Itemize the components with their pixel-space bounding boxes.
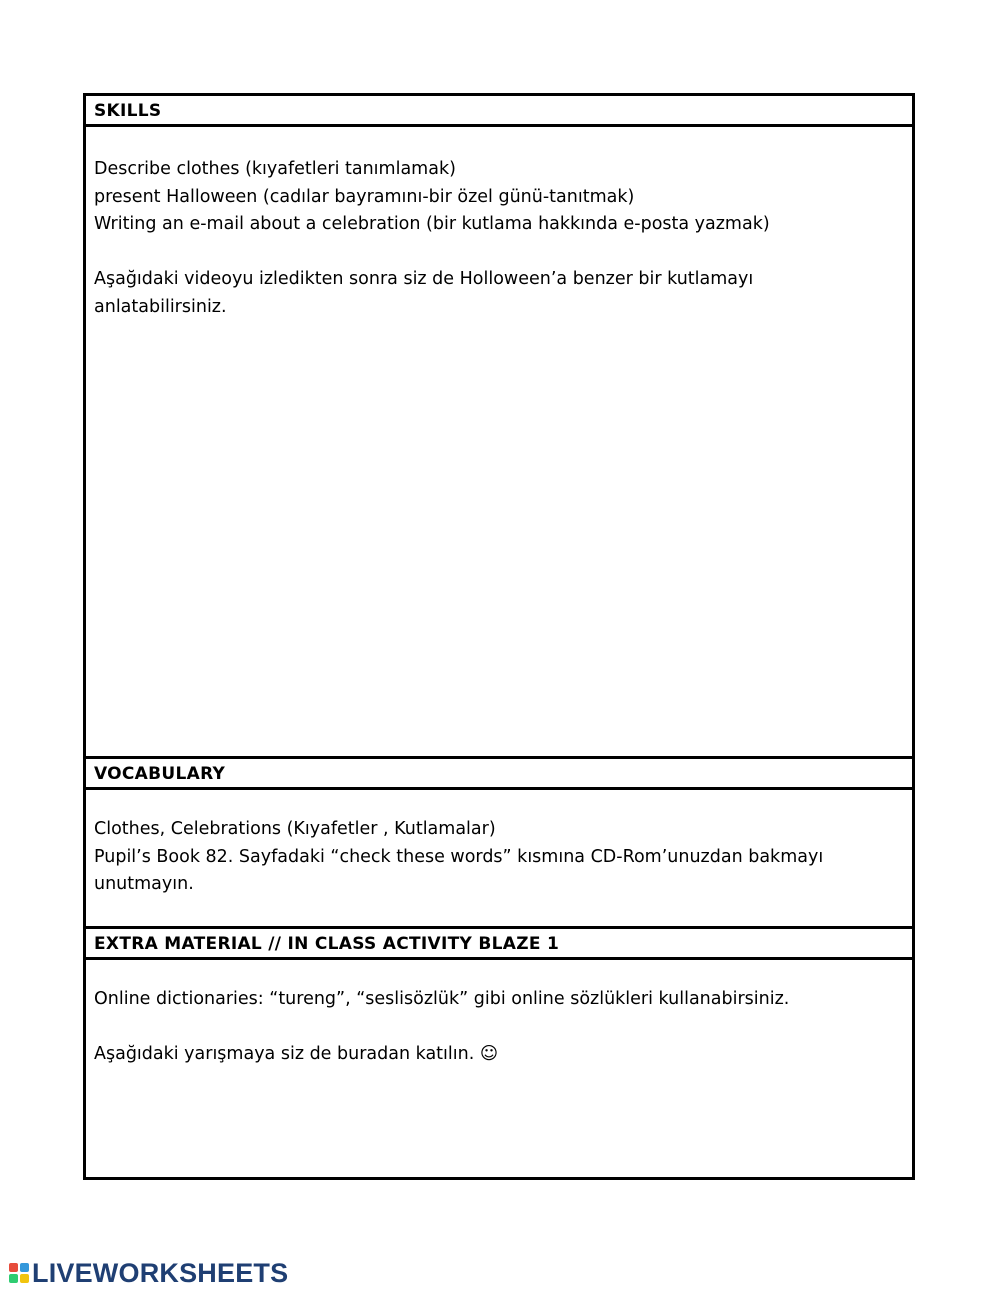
- skills-line-4: Aşağıdaki videoyu izledikten sonra siz de Holloween’a benzer bir kutlamayı: [94, 269, 754, 289]
- extra-title: EXTRA MATERIAL // IN CLASS ACTIVITY BLAZE 1: [94, 934, 560, 954]
- vocabulary-body: [86, 790, 912, 899]
- logo-grid-icon: [9, 1263, 29, 1283]
- vocabulary-title: VOCABULARY: [94, 764, 226, 784]
- skills-line-5: anlatabilirsiniz.: [94, 296, 227, 317]
- skills-line-2: present Halloween (cadılar bayramını-bir özel günü-tanıtmak): [94, 186, 635, 207]
- worksheet-table: [83, 93, 915, 1180]
- liveworksheets-logo[interactable]: [9, 1258, 288, 1288]
- extra-header: [86, 926, 912, 960]
- extra-line-2: Aşağıdaki yarışmaya siz de buradan katılın. ☺: [94, 1044, 499, 1064]
- logo-text: LIVEWORKSHEETS: [32, 1257, 289, 1288]
- vocabulary-header: [86, 756, 912, 790]
- skills-header: [86, 96, 912, 127]
- extra-body: [86, 960, 912, 1069]
- vocabulary-line-1: Clothes, Celebrations (Kıyafetler , Kutlamalar): [94, 819, 496, 839]
- skills-title: SKILLS: [94, 101, 162, 121]
- vocabulary-line-3: unutmayın.: [94, 874, 194, 894]
- skills-body: [86, 130, 912, 321]
- vocabulary-line-2: Pupil’s Book 82. Sayfadaki “check these words” kısmına CD-Rom’unuzdan bakmayı: [94, 846, 824, 867]
- skills-line-3: Writing an e-mail about a celebration (bir kutlama hakkında e-posta yazmak): [94, 214, 770, 234]
- skills-line-1: Describe clothes (kıyafetleri tanımlamak): [94, 159, 456, 179]
- extra-line-1: Online dictionaries: “tureng”, “seslisözlük” gibi online sözlükleri kullanabirsiniz.: [94, 989, 790, 1009]
